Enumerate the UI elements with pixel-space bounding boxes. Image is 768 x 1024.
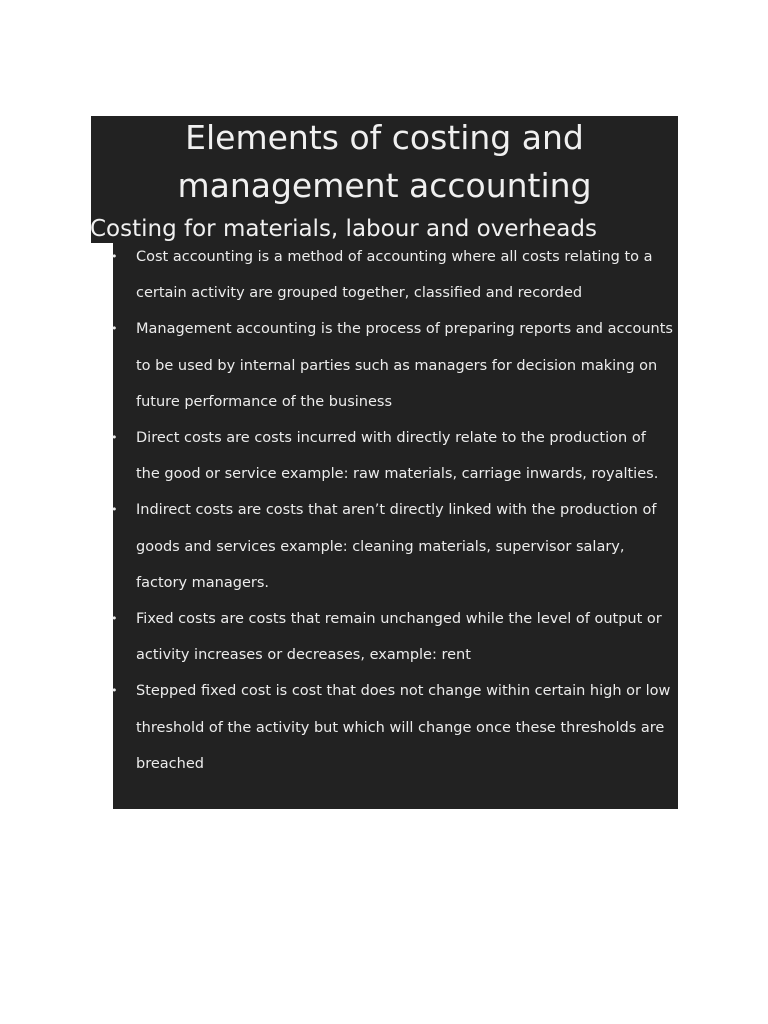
bullet-item-fixed-costs	[107, 601, 678, 673]
bullet-item-direct-costs	[107, 420, 678, 492]
bullet-icon: •	[111, 250, 118, 263]
bullet-item-management-accounting	[107, 311, 678, 420]
bullet-list	[107, 239, 678, 782]
bullet-text: Direct costs are costs incurred with directly relate to the production of the good or service example: raw materials, carriage inwards, royalties.	[136, 430, 659, 483]
page-subtitle: Costing for materials, labour and overheads	[90, 216, 597, 242]
bullet-text: Fixed costs are costs that remain unchanged while the level of output or activity increases or decreases, example: rent	[136, 611, 662, 664]
bullet-text: Stepped fixed cost is cost that does not change within certain high or low threshold of the activity but which will change once these thresholds are breached	[136, 683, 671, 772]
bullet-item-stepped-fixed-cost	[107, 673, 678, 782]
bullet-item-cost-accounting	[107, 239, 678, 311]
bullet-icon: •	[111, 612, 118, 626]
bullet-text: Indirect costs are costs that aren’t directly linked with the production of goods and services example: cleaning materials, supervisor salary, factory managers.	[136, 502, 657, 591]
bullet-icon: •	[111, 322, 118, 336]
bullet-icon: •	[111, 431, 118, 445]
bullet-icon: •	[111, 684, 118, 698]
bullet-text: Management accounting is the process of preparing reports and accounts to be used by internal parties such as managers for decision making on future performance of the business	[136, 321, 673, 410]
page-title: Elements of costing and management accounting	[177, 118, 592, 205]
bullet-text: Cost accounting is a method of accounting where all costs relating to a certain activity are grouped together, classified and recorded	[136, 249, 653, 302]
bullet-item-indirect-costs	[107, 492, 678, 601]
bullet-icon: •	[111, 503, 118, 517]
